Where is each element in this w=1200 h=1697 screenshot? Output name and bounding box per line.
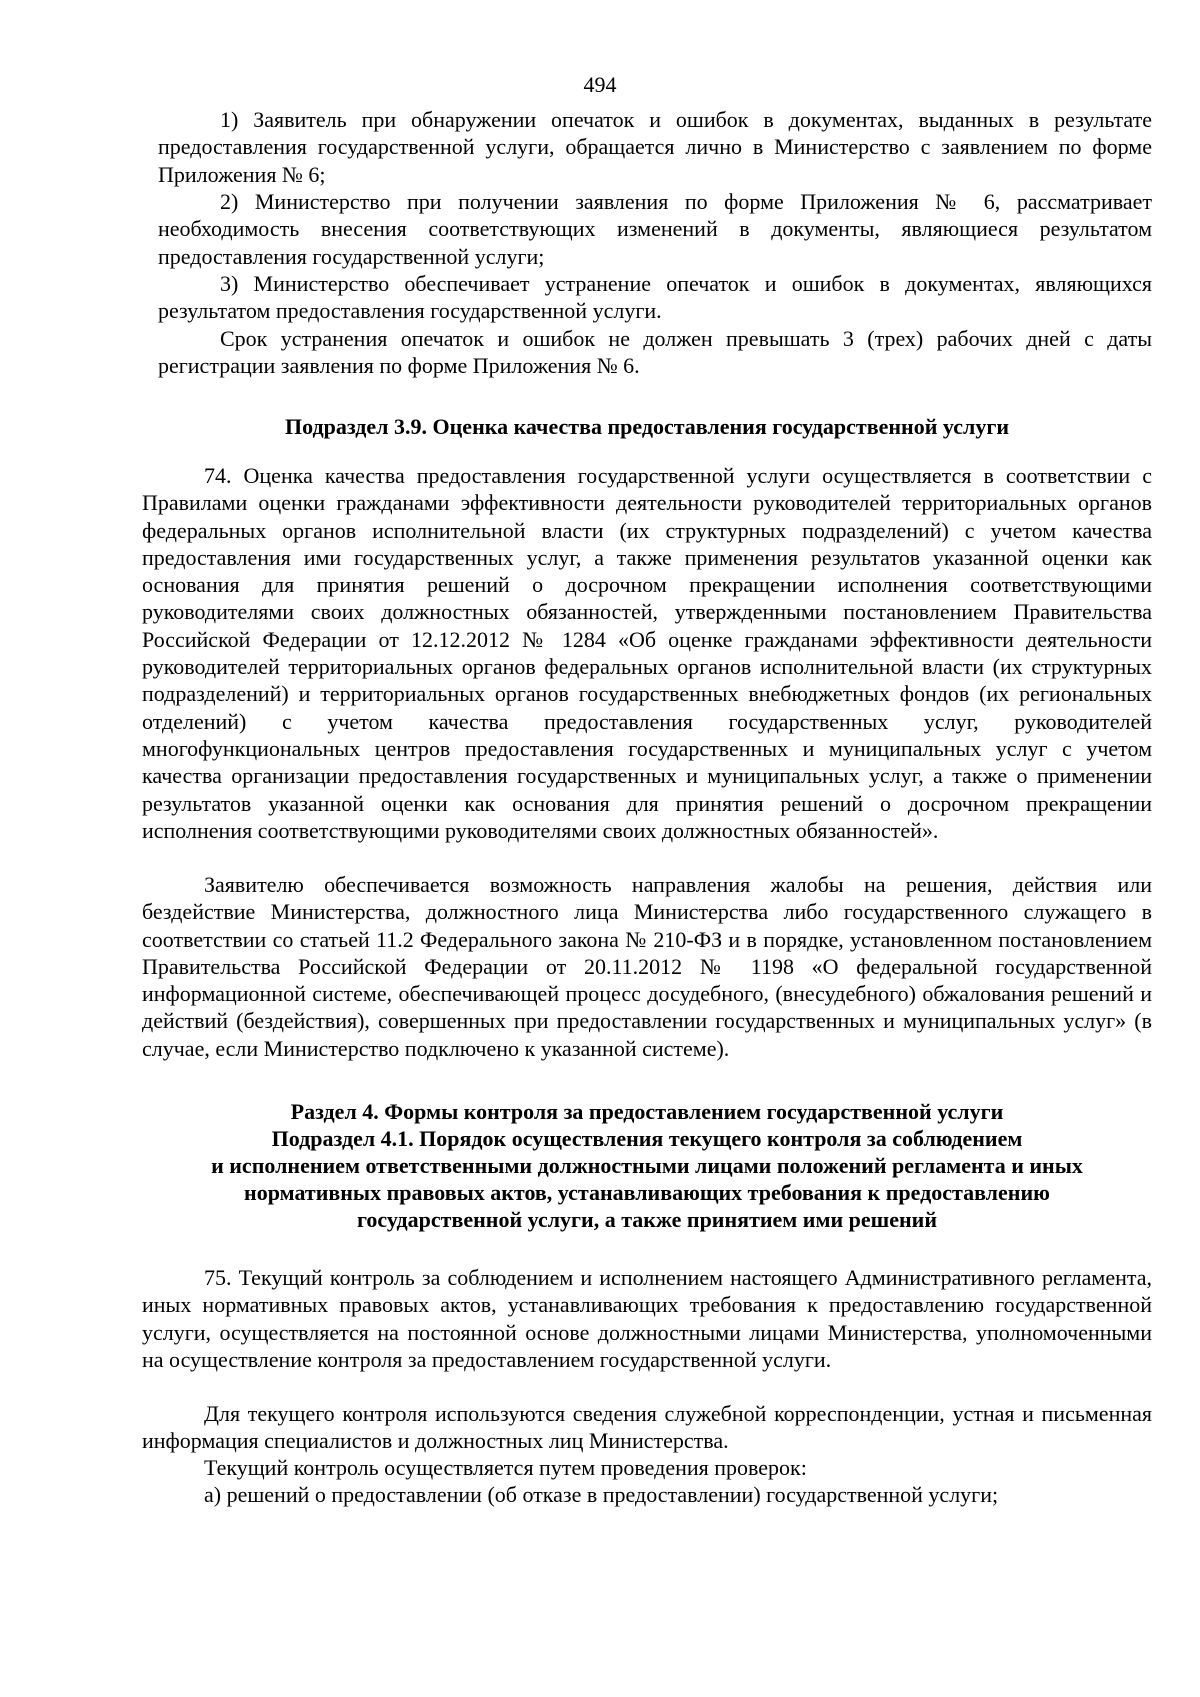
paragraph-4: Срок устранения опечаток и ошибок не должен превышать 3 (трех) рабочих дней с даты регистрации заявления по форме Приложения № 6. [158,326,1152,379]
paragraph-75: 75. Текущий контроль за соблюдением и исполнением настоящего Административного регламента, иных нормативных правовых актов, устанавливающих требования к предоставлению государственной услуги, осуществляется на постоянной основе должностными лицами Министерства, уполномоченными на осуществление контроля за предоставлением государственной услуги. [142,1265,1152,1372]
section-4-heading-line: нормативных правовых актов, устанавливающих требования к предоставлению [244,1180,1050,1205]
paragraph-item-a: а) решений о предоставлении (об отказе в предоставлении) государственной услуги; [204,1482,999,1507]
section-4-heading-line: Подраздел 4.1. Порядок осуществления текущего контроля за соблюдением [271,1126,1023,1151]
paragraph-sources: Для текущего контроля используются сведения служебной корреспонденции, устная и письменная информация специалистов и должностных лиц Министерства. [142,1401,1152,1454]
paragraph-1: 1) Заявитель при обнаружении опечаток и ошибок в документах, выданных в результате предоставления государственной услуги, обращается лично в Министерство с заявлением по форме Приложения № 6; [158,107,1152,187]
section-4-heading-line: государственной услуги, а также принятием ими решений [356,1207,937,1232]
paragraph-3: 3) Министерство обеспечивает устранение опечаток и ошибок в документах, являющихся результатом предоставления государственной услуги. [158,271,1152,324]
paragraph-2: 2) Министерство при получении заявления по форме Приложения № 6, рассматривает необходимость внесения соответствующих изменений в документы, являющиеся результатом предоставления государственной услуги; [158,189,1152,269]
paragraph-inspections: Текущий контроль осуществляется путем проведения проверок: [204,1455,807,1480]
subsection-3-9-heading: Подраздел 3.9. Оценка качества предоставления государственной услуги [285,414,1009,439]
section-4-heading-line: и исполнением ответственными должностными лицами положений регламента и иных [211,1153,1083,1178]
paragraph-complaint: Заявителю обеспечивается возможность направления жалобы на решения, действия или бездействие Министерства, должностного лица Министерства либо государственного служащего в соответствии со статьей 11.2 Федерального закона № 210-ФЗ и в порядке, установленном постановлением Правительства Российской Федерации от 20.11.2012 № 1198 «О федеральной государственной информационной системе, обеспечивающей процесс досудебного, (внесудебного) обжалования решений и действий (бездействия), совершенных при предоставлении государственных и муниципальных услуг» (в случае, если Министерство подключено к указанной системе). [142,872,1152,1061]
paragraph-74: 74. Оценка качества предоставления государственной услуги осуществляется в соответствии с Правилами оценки гражданами эффективности деятельности руководителей территориальных органов федеральных органов исполнительной власти (их структурных подразделений) с учетом качества предоставления ими государственных услуг, а также применения результатов указанной оценки как основания для принятия решений о досрочном прекращении исполнения соответствующими руководителями своих должностных обязанностей, утвержденными постановлением Правительства Российской Федерации от 12.12.2012 № 1284 «Об оценке гражданами эффективности деятельности руководителей территориальных органов федеральных органов исполнительной власти (их структурных подразделений) и территориальных органов государственных внебюджетных фондов (их региональных отделений) с учетом качества предоставления государственных услуг, руководителей многофункциональных центров предоставления государственных и муниципальных услуг с учетом качества организации предоставления государственных и муниципальных услуг, а также о применении результатов указанной оценки как основания для принятия решений о досрочном прекращении исполнения соответствующими руководителями своих должностных обязанностей». [142,463,1152,843]
page-number: 494 [583,72,617,97]
section-4-heading [142,1098,1152,1233]
section-4-heading-line: Раздел 4. Формы контроля за предоставлением государственной услуги [290,1099,1004,1124]
